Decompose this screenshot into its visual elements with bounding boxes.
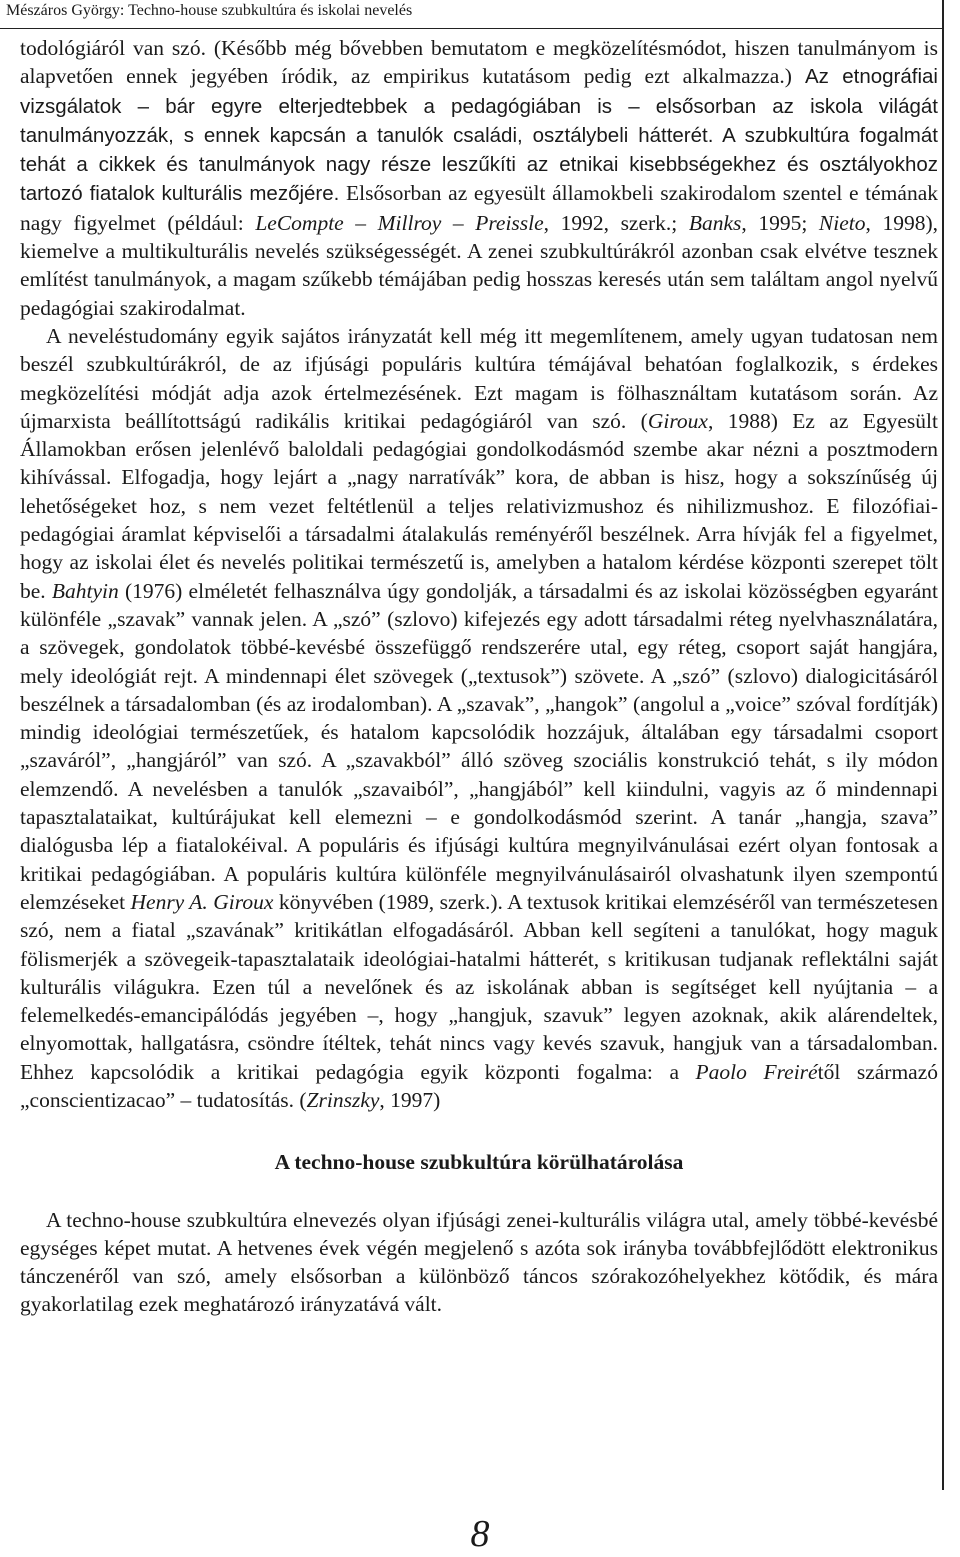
text-segment: (1976) elméletét felhasználva úgy gondolják, a társadalmi és az iskolai közösségben egyaránt különféle „szavak” vannak jelen. A „szó” (szlovo) kifejezés egy adott társadalmi réteg nyelvhasználatára, a szövegek, gondolatok többé-kevésbé összefüggő rendszerére utal, egy réteg, csoport saját hangjára, mely ideológiát rejt. A mindennapi élet szövegek („textusok”) szövete. A „szó” (szlovo) dialogicitásáról beszélnek a társadalomban (és az irodalomban). A „szavak”, „hangok” (angolul a „voice” szóval fordítják) mindig ideológiai természetűek, és hatalom kapcsolódik hozzájuk, általában egy társadalmi csoport „szaváról”, „hangjáról” van szó. A „szavakból” álló szöveg szociális konstrukció tehát, s ily módon elemzendő. A nevelésben a tanulók „szavaiból”, „hangjából” kell kiindulni, vagyis az ő mindennapi tapasztalataikat, kultúrájukat kell elemezni – e gondolkodásmód szerint. A tanár „hangja, szava” dialógusba lép a fiatalokéival. A populáris és ifjúsági kultúra megnyilvánulásai ezért olyan fontosak a kritikai pedagógiában. A populáris kultúra különféle megnyilvánulásairól olvashatunk ilyen szempontú elemzéseket [20, 578, 938, 914]
page-number: 8 [470, 1513, 490, 1555]
right-margin-rule [942, 0, 944, 1490]
citation-author: Bahtyin [51, 578, 119, 603]
citation-author: Paolo Freiré [695, 1059, 818, 1084]
citation-author: Giroux [647, 408, 708, 433]
text-segment: , 1995; [741, 210, 819, 235]
running-title: Mészáros György: Techno-house szubkultúra és iskolai nevelés [6, 2, 413, 19]
text-segment: től származó „conscientizacao” – tudatosítás. ( [20, 1059, 939, 1112]
text-segment: könyvében (1989, szerk.). A textusok kritikai elemzéséről van természetesen szó, nem a fiatal „szavának” kritikátlan elfogadásáról. Abban kell segíteni a tanulókat, hogy maguk fölismerjék a szövegeik-tapasztalataik ideológiai-hatalmi hátterét, s kritikusan tudjanak reflektálni saját kulturális világukra. Ezen túl a nevelőnek és az iskolának abban is segítséget kell nyújtania – a felemelkedés-emancipálódás jegyében –, hogy „hangjuk, szavuk” legyen azoknak, akik alárendeltek, elnyomottak, hallgatásra, csöndre ítéltek, tehát nincs vagy kevés szavuk, hangjuk van a társadalomban. Ehhez kapcsolódik a kritikai pedagógia egyik központi fogalma: a [20, 889, 938, 1084]
text-segment: , 1988) Ez az Egyesült Államokban erősen jelenlévő baloldali pedagógiai gondolkodásmód szembe akar nézni a posztmodern kihívással. Elfogadja, hogy lejárt a „nagy narratívák” kora, de abban is hisz, hogy a sokszínűség új lehetőségeket hoz, s nem vezet feltétlenül a teljes relativizmushoz és nihilizmushoz. E filozófiai-pedagógiai áramlat képviselői a társadalmi átalakulás reményéről beszélnek. Arra hívják fel a figyelmet, hogy az iskolai élet és nevelés politikai természetű is, amelyben a hatalom kérdése központi szerepet tölt be. [20, 408, 938, 603]
text-segment: A zenei szubkultúrákról azonban csak elvétve tesznek említést tanulmányok, a magam szűkebb témájában pedig hosszas keresés után sem találtam angol nyelvű pedagógiai szakirodalmat. [20, 239, 938, 320]
paragraph-1 [20, 34, 938, 322]
citation-author: Henry A. Giroux [130, 889, 274, 914]
body-text [20, 34, 938, 1319]
citation-author: LeCompte – Millroy – Preissle [255, 210, 544, 235]
text-segment: , 1992, szerk.; [543, 210, 689, 235]
text-segment: , 1998), kiemelve a multikulturális nevelés szükségességét. [20, 210, 938, 264]
running-header [0, 0, 943, 29]
text-segment: todológiáról van szó. (Később még bővebben bemutatom e megközelítésmódot, hiszen tanulmányom is alapvetően ennek jegyében íródik, az empirikus kutatásom pedig ezt alkalmazza.) [20, 36, 938, 89]
section-paragraph: A techno-house szubkultúra elnevezés olyan ifjúsági zenei-kulturális világra utal, amely többé-kevésbé egységes képet mutat. A hetvenes évek végén megjelenő s azóta sok irányba továbbfejlődött elektronikus tánczenéről van szó, amely elsősorban a különböző táncos szórakozóhelyekhez kötődik, és mára gyakorlatilag ezek meghatározó irányzatává vált. [20, 1207, 938, 1317]
paragraph-2 [20, 322, 938, 1114]
citation-author: Banks [688, 210, 742, 235]
citation-author: Zrinszky [306, 1087, 380, 1112]
text-segment: Elsősorban az egyesült államokbeli szakirodalom szentel e témának nagy figyelmet (például: [20, 181, 938, 235]
text-segment: , 1997) [379, 1087, 441, 1112]
text-segment-sans: Az etnográfiai vizsgálatok – bár egyre elterjedtebbek a pedagógiában is – elsősorban az iskola világát tanulmányozzák, s ennek kapcsán a tanulók családi, osztálybeli hátterét. A szubkultúra fogalmát tehát a cikkek és tanulmányok nagy része leszűkíti az etnikai kisebbségekhez és osztályokhoz tartozó fiatalok kulturális mezőjére. [20, 65, 938, 206]
text-segment: A neveléstudomány egyik sajátos irányzatát kell még itt megemlítenem, amely ugyan tudatosan nem beszél szubkultúrákról, de az ifjúsági populáris kultúra témájával behatóan foglalkozik, s érdekes megközelítési módját adja azok értelmezésének. Ezt magam is fölhasználtam kutatásom során. Az újmarxista beállítottságú radikális kritikai pedagógiáról van szó. ( [20, 323, 938, 433]
section-heading: A techno-house szubkultúra körülhatárolása [274, 1150, 684, 1175]
citation-author: Nieto [818, 210, 866, 235]
